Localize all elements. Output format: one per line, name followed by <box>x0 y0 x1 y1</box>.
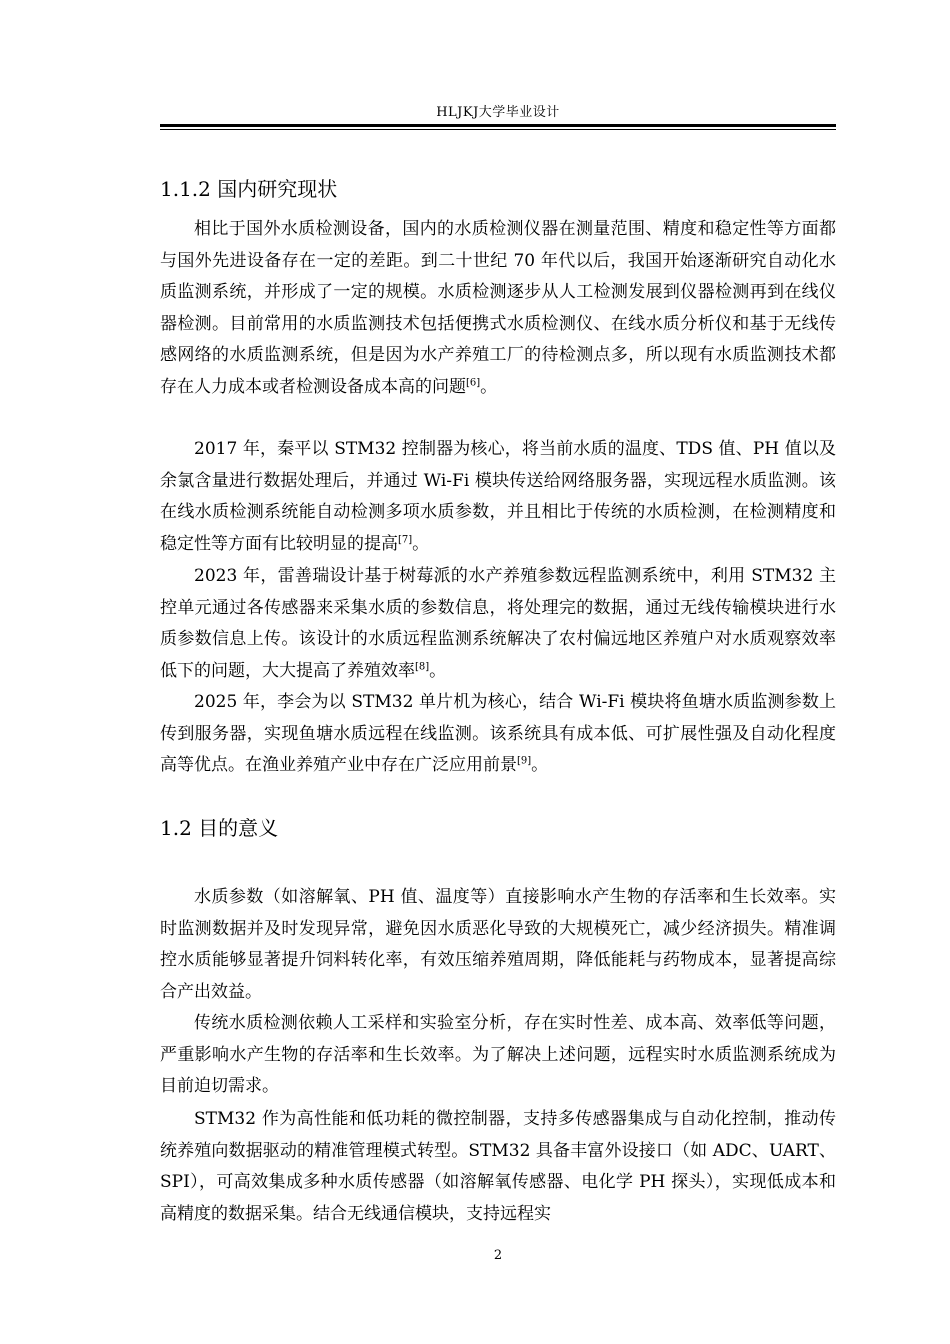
section-heading-1-1-2: 1.1.2 国内研究现状 <box>160 177 338 201</box>
citation: [6] <box>466 377 481 389</box>
citation: [9] <box>517 755 532 767</box>
page-number: 2 <box>493 1248 503 1263</box>
section-heading-1-2: 1.2 目的意义 <box>160 816 279 840</box>
paragraph: 2017 年，秦平以 STM32 控制器为核心，将当前水质的温度、TDS 值、PH 值以及余氯含量进行数据处理后，并通过 Wi-Fi 模块传送给网络服务器，实现远程水质监测。该在线水质检测系统能自动检测多项水质参数，并且相比于传统的水质检测，在检测精度和稳定性等方面有比较明显的提高[7]。 <box>160 439 836 554</box>
paragraph: 水质参数（如溶解氧、PH 值、温度等）直接影响水产生物的存活率和生长效率。实时监测数据并及时发现异常，避免因水质恶化导致的大规模死亡，减少经济损失。精准调控水质能够显著提升饲料转化率，有效压缩养殖周期，降低能耗与药物成本，显著提高综合产出效益。 <box>160 887 836 1002</box>
header-rule-thick <box>160 124 836 127</box>
paragraph: 相比于国外水质检测设备，国内的水质检测仪器在测量范围、精度和稳定性等方面都与国外先进设备存在一定的差距。到二十世纪 70 年代以后，我国开始逐渐研究自动化水质监测系统，并形成了一定的规模。水质检测逐步从人工检测发展到仪器检测再到在线仪器检测。目前常用的水质监测技术包括便携式水质检测仪、在线水质分析仪和基于无线传感网络的水质监测系统，但是因为水产养殖工厂的待检测点多，所以现有水质监测技术都存在人力成本或者检测设备成本高的问题[6]。 <box>160 219 836 397</box>
running-header: HLJKJ大学毕业设计 <box>436 105 560 120</box>
header-rule-thin <box>160 129 836 130</box>
citation: [7] <box>398 534 413 546</box>
paragraph: 2025 年，李会为以 STM32 单片机为核心，结合 Wi-Fi 模块将鱼塘水质监测参数上传到服务器，实现鱼塘水质远程在线监测。该系统具有成本低、可扩展性强及自动化程度高等优点。在渔业养殖产业中存在广泛应用前景[9]。 <box>160 692 836 776</box>
citation: [8] <box>415 661 430 673</box>
paragraph: 传统水质检测依赖人工采样和实验室分析，存在实时性差、成本高、效率低等问题，严重影响水产生物的存活率和生长效率。为了解决上述问题，远程实时水质监测系统成为目前迫切需求。 <box>160 1013 836 1097</box>
paragraph: STM32 作为高性能和低功耗的微控制器，支持多传感器集成与自动化控制，推动传统养殖向数据驱动的精准管理模式转型。STM32 具备丰富外设接口（如 ADC、UART、SPI），可高效集成多种水质传感器（如溶解氧传感器、电化学 PH 探头），实现低成本和高精度的数据采集。结合无线通信模块，支持远程实 <box>160 1109 836 1224</box>
paragraph: 2023 年，雷善瑞设计基于树莓派的水产养殖参数远程监测系统中，利用 STM32 主控单元通过各传感器来采集水质的参数信息，将处理完的数据，通过无线传输模块进行水质参数信息上传。该设计的水质远程监测系统解决了农村偏远地区养殖户对水质观察效率低下的问题，大大提高了养殖效率[8]。 <box>160 566 836 681</box>
